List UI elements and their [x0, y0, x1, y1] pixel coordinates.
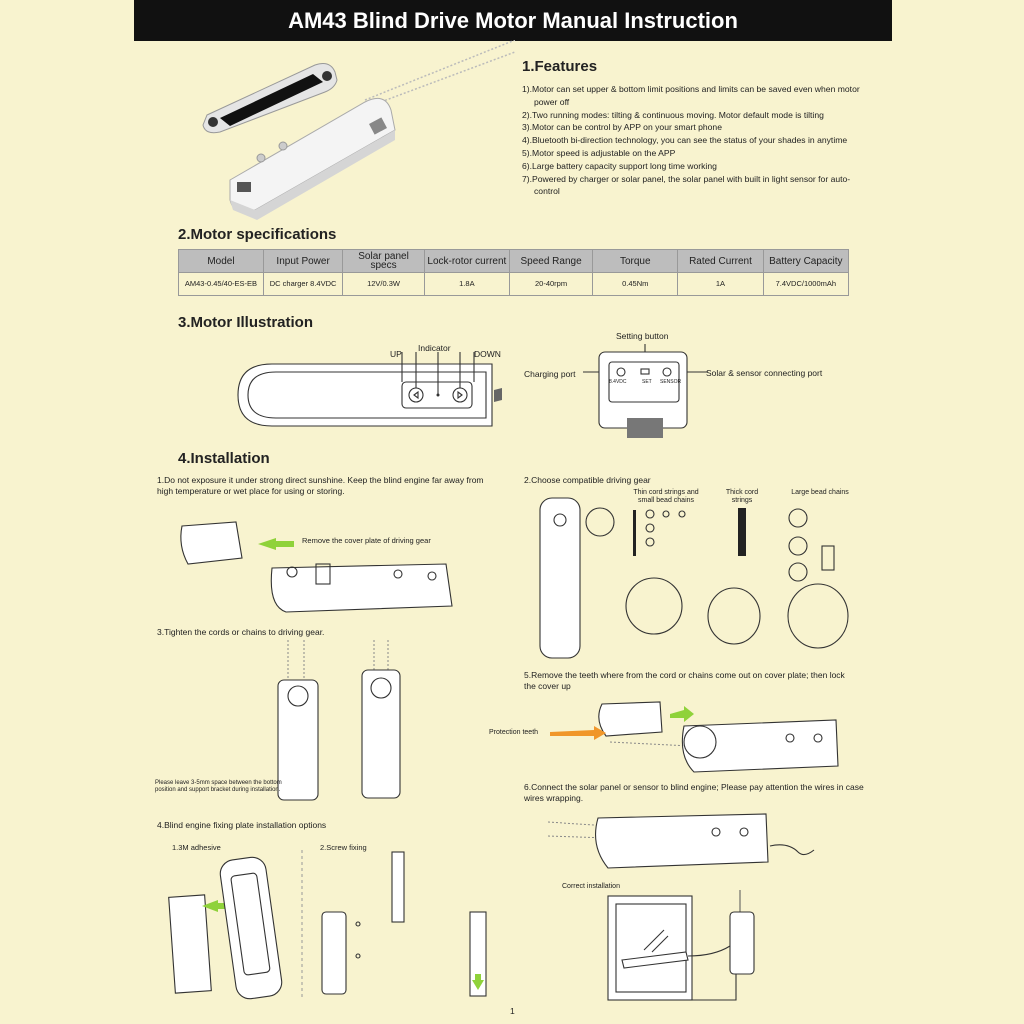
leave-space-note: Please leave 3-5mm space between the bottom position and support bracket during installation. [155, 780, 282, 793]
feature-item: 7).Powered by charger or solar panel, the solar panel with built in light sensor for auto-control [522, 173, 851, 197]
step5-drawing [550, 696, 840, 780]
column-header: Input Power [263, 250, 342, 273]
port-label: 8.4VDC [609, 379, 627, 385]
table-cell: 1A [678, 273, 763, 296]
feature-item: 1).Motor can set upper & bottom limit positions and limits can be saved even when motor power off [522, 84, 860, 107]
gear-option-2: Thick cord strings [725, 489, 759, 504]
protection-teeth-label: Protection teeth [489, 729, 539, 736]
solar-port-label: Solar & sensor connecting port [706, 368, 823, 378]
column-header: Model [179, 250, 264, 273]
port-label: SENSOR [660, 379, 682, 385]
table-cell: 20-40rpm [509, 273, 592, 296]
specs-heading: 2.Motor specifications [178, 226, 337, 243]
feature-item: 6).Large battery capacity support long time working [522, 160, 717, 171]
step6-drawing [548, 806, 818, 878]
feature-item: 4).Bluetooth bi-direction technology, you can see the status of your shades in anytime [522, 135, 848, 146]
correct-installation-drawing [604, 890, 774, 1012]
product-photo [195, 40, 515, 225]
table-cell: 1.8A [424, 273, 509, 296]
table-cell: 7.4VDC/1000mAh [763, 273, 848, 296]
option-screw-label: 2.Screw fixing [320, 843, 367, 852]
feature-item: 3).Motor can be control by APP on your smart phone [522, 122, 722, 133]
down-label: DOWN [474, 349, 501, 359]
correct-installation-label: Correct installation [562, 883, 620, 890]
motor-front-drawing [236, 352, 506, 434]
column-header: Rated Current [678, 250, 763, 273]
installation-heading: 4.Installation [178, 450, 270, 467]
step2-drawing [530, 496, 860, 666]
table-header-row [179, 250, 849, 273]
gear-option-3: Large bead chains [791, 489, 849, 496]
column-header: Solar panel specs [343, 250, 424, 273]
feature-item: 5).Motor speed is adjustable on the APP [522, 147, 676, 158]
step6-text: 6.Connect the solar panel or sensor to blind engine; Please pay attention the wires in case wires wrapping. [524, 782, 864, 803]
motor-end-drawing [583, 340, 708, 440]
setting-button-label: Setting button [616, 331, 669, 341]
specs-table [178, 249, 849, 296]
indicator-label: Indicator [418, 343, 451, 353]
step3-text: 3.Tighten the cords or chains to driving gear. [157, 627, 325, 637]
port-label: SET [642, 379, 652, 385]
page-title: AM43 Blind Drive Motor Manual Instruction [134, 0, 892, 41]
illustration-heading: 3.Motor Illustration [178, 314, 313, 331]
table-cell: DC charger 8.4VDC [263, 273, 342, 296]
option-adhesive-label: 1.3M adhesive [172, 843, 221, 852]
column-header: Battery Capacity [763, 250, 848, 273]
remove-cover-label: Remove the cover plate of driving gear [302, 536, 431, 545]
column-header: Torque [593, 250, 678, 273]
feature-item: 2).Two running modes: tilting & continuous moving. Motor default mode is tilting [522, 109, 824, 120]
charging-port-label: Charging port [524, 369, 576, 379]
table-cell: 0.45Nm [593, 273, 678, 296]
gear-option-1: Thin cord strings and small bead chains [633, 489, 699, 504]
step2-text: 2.Choose compatible driving gear [524, 475, 651, 485]
table-cell: 12V/0.3W [343, 273, 424, 296]
table-row [179, 273, 849, 296]
features-heading: 1.Features [522, 58, 598, 75]
step4-drawing [168, 850, 508, 1010]
column-header: Speed Range [509, 250, 592, 273]
step1-text: 1.Do not exposure it under strong direct sunshine. Keep the blind engine far away from high temperature or wet place for using or storing. [157, 475, 484, 496]
step1-drawing [176, 516, 466, 616]
step5-text: 5.Remove the teeth where from the cord or chains come out on cover plate; then lock the cover up [524, 670, 845, 691]
column-header: Lock-rotor current [424, 250, 509, 273]
up-label: UP [390, 349, 402, 359]
page-number: 1 [510, 1006, 515, 1016]
features-list [522, 83, 862, 198]
step4-text: 4.Blind engine fixing plate installation options [157, 820, 327, 830]
step3-drawing [270, 640, 410, 810]
table-cell: AM43-0.45/40-ES-EB [179, 273, 264, 296]
